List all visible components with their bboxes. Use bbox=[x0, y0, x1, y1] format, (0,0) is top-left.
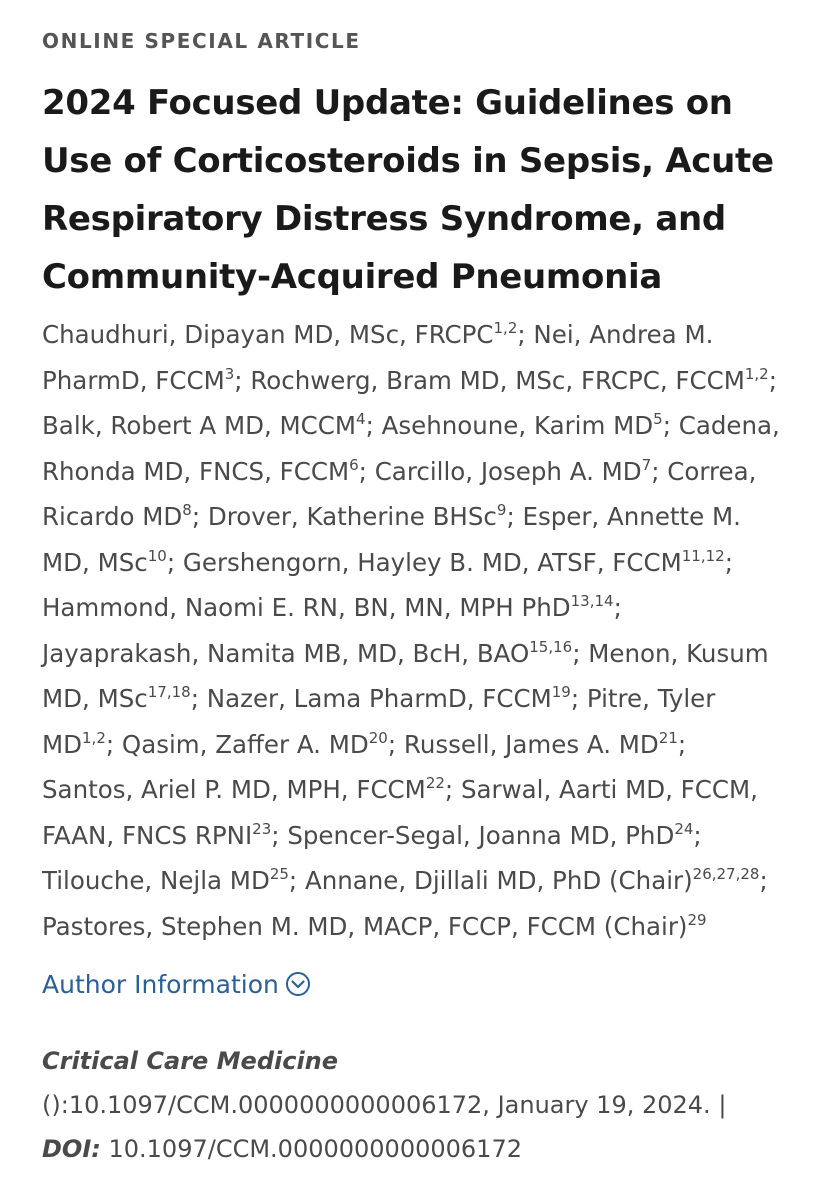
article-title: 2024 Focused Update: Guidelines on Use of Corticosteroids in Sepsis, Acute Respiratory Distress Syndrome, and Community-Acquired Pneumonia bbox=[42, 83, 774, 297]
author-name: Esper, Annette M. MD, MSc bbox=[42, 502, 741, 577]
author-affiliation: 4 bbox=[356, 410, 366, 428]
author-information-label: Author Information bbox=[42, 969, 279, 999]
author-entry bbox=[287, 821, 693, 850]
author-entry bbox=[375, 457, 652, 486]
author-name: Drover, Katherine BHSc bbox=[207, 502, 497, 531]
article-type-label: ONLINE SPECIAL ARTICLE bbox=[42, 29, 361, 53]
author-name: Jayaprakash, Namita MB, MD, BcH, BAO bbox=[42, 638, 530, 668]
author-affiliation: 10 bbox=[147, 546, 167, 565]
author-affiliation: 7 bbox=[641, 455, 652, 474]
author-affiliation: 22 bbox=[425, 774, 445, 792]
author-name: Sarwal, Aarti MD, FCCM, FAAN, FNCS RPNI bbox=[42, 775, 758, 850]
author-entry bbox=[42, 866, 289, 895]
author-affiliation: 9 bbox=[496, 501, 507, 519]
author-affiliation: 21 bbox=[658, 728, 678, 747]
citation-reference: ():10.1097/CCM.0000000000006172, January 19, 2024. | bbox=[42, 1091, 727, 1119]
author-affiliation: 11,12 bbox=[681, 546, 725, 565]
author-affiliation: 1,2 bbox=[493, 319, 518, 337]
journal-name: Critical Care Medicine bbox=[42, 1047, 339, 1075]
author-affiliation: 1,2 bbox=[744, 364, 769, 383]
author-entry bbox=[404, 730, 678, 759]
citation bbox=[42, 1039, 785, 1171]
doi-value[interactable]: 10.1097/CCM.0000000000006172 bbox=[100, 1135, 522, 1163]
author-entry bbox=[382, 411, 663, 440]
author-affiliation: 26,27,28 bbox=[692, 865, 760, 883]
author-entry bbox=[42, 912, 707, 941]
author-list: Chaudhuri, Dipayan MD, MSc, FRCPC$^{1,2}$; Nei, Andrea M. PharmD, FCCM$^3$; Rochwerg, Bram MD, MSc, FRCPC, FCCM$^{1,2}$; Balk, Robert A MD, MCCM$^4$; Asehnoune, Karim $MD^5$; Cadena, Rhonda MD, FNCS, FCCM$^6$; Carcillo, Joseph A. $MD^7$; Correa, Ricardo $MD^8$; Drover, Katherine BHSc$^9$; Esper, Annette M. MD, MSc$^{10}$; Gershengorn, Hayley B. MD, ATSF, FCCM$^{11,12}$; Hammond, Naomi E. RN, BN, MN, MPH PhD$^{13,14}$; Jayaprakash, Namita MB, MD, BcH, BAO$^{15,16}$; Menon, Kusum MD, MSc$^{17,18}$; Nazer, Lama PharmD, FCCM$^{19}$; Pitre, Tyler MD$^{1,2}$; Qasim, Zaffer A. MD$^{20}$; Russell, James A. MD$^{21}$; Santos, Ariel P. MD, MPH, FCCM$^{22}$; Sarwal, Aarti MD, FCCM, FAAN, FNCS RPNI$^{23}$; Spencer-Segal, Joanna MD, PhD$^{24}$; Tilouche, Nejla MD$^{25}$; Annane, Djillali MD, PhD (Chair)$^{26,27,28}$; Pastores, Stephen M. MD, MACP, FCCP, FCCM (Chair)$^{29}$ bbox=[42, 319, 780, 941]
author-name: Annane, Djillali MD, PhD (Chair) bbox=[304, 866, 693, 895]
author-entry bbox=[208, 502, 507, 531]
author-entry bbox=[42, 320, 517, 349]
author-name: Balk, Robert A MD, MCCM bbox=[42, 411, 357, 440]
author-affiliation: 6 bbox=[349, 455, 359, 474]
author-affiliation: 25 bbox=[269, 865, 289, 883]
author-affiliation: 3 bbox=[224, 364, 235, 383]
author-affiliation: 8 bbox=[182, 501, 192, 519]
doi-label: DOI: bbox=[42, 1135, 101, 1163]
author-name: Correa, Ricardo MD bbox=[42, 456, 757, 531]
author-name: Carcillo, Joseph A. MD bbox=[374, 456, 642, 486]
author-name: Santos, Ariel P. MD, MPH, FCCM bbox=[42, 775, 426, 804]
author-name: Russell, James A. MD bbox=[403, 729, 659, 759]
author-name: Menon, Kusum MD, MSc bbox=[42, 638, 769, 713]
author-name: Tilouche, Nejla MD bbox=[42, 866, 270, 895]
author-entry bbox=[250, 366, 768, 395]
author-name: Cadena, Rhonda MD, FNCS, FCCM bbox=[42, 411, 780, 486]
author-affiliation: 15,16 bbox=[529, 637, 573, 656]
author-name: Pastores, Stephen M. MD, MACP, FCCP, FCCM (Chair) bbox=[42, 911, 688, 941]
author-name: Gershengorn, Hayley B. MD, ATSF, FCCM bbox=[182, 547, 682, 577]
author-entry bbox=[42, 639, 572, 668]
author-affiliation: 24 bbox=[674, 819, 694, 838]
author-entry bbox=[42, 411, 366, 440]
author-affiliation: 1,2 bbox=[82, 728, 106, 747]
author-information-toggle[interactable] bbox=[42, 969, 313, 999]
author-name: Spencer-Segal, Joanna MD, PhD bbox=[287, 820, 675, 850]
author-entry bbox=[305, 866, 760, 895]
author-affiliation: 29 bbox=[687, 910, 707, 929]
author-entry bbox=[42, 593, 614, 622]
author-name: Asehnoune, Karim MD bbox=[381, 411, 654, 440]
author-entry bbox=[183, 548, 725, 577]
author-name: Pitre, Tyler MD bbox=[42, 684, 716, 759]
author-affiliation: 19 bbox=[551, 683, 571, 701]
author-entry bbox=[122, 730, 388, 759]
author-affiliation: 13,14 bbox=[570, 592, 614, 610]
author-name: Nazer, Lama PharmD, FCCM bbox=[206, 684, 552, 713]
author-name: Hammond, Naomi E. RN, BN, MN, MPH PhD bbox=[42, 593, 571, 622]
author-name: Qasim, Zaffer A. MD bbox=[121, 729, 369, 759]
author-affiliation: 17,18 bbox=[147, 683, 191, 701]
author-affiliation: 23 bbox=[252, 819, 272, 838]
author-name: Chaudhuri, Dipayan MD, MSc, FRCPC bbox=[42, 320, 494, 349]
author-name: Nei, Andrea M. PharmD, FCCM bbox=[42, 320, 714, 395]
chevron-down-circle-icon bbox=[283, 969, 313, 999]
author-affiliation: 5 bbox=[653, 410, 663, 428]
author-name: Rochwerg, Bram MD, MSc, FRCPC, FCCM bbox=[250, 365, 745, 395]
author-entry bbox=[42, 775, 445, 804]
author-entry bbox=[207, 684, 571, 713]
author-affiliation: 20 bbox=[368, 728, 388, 747]
